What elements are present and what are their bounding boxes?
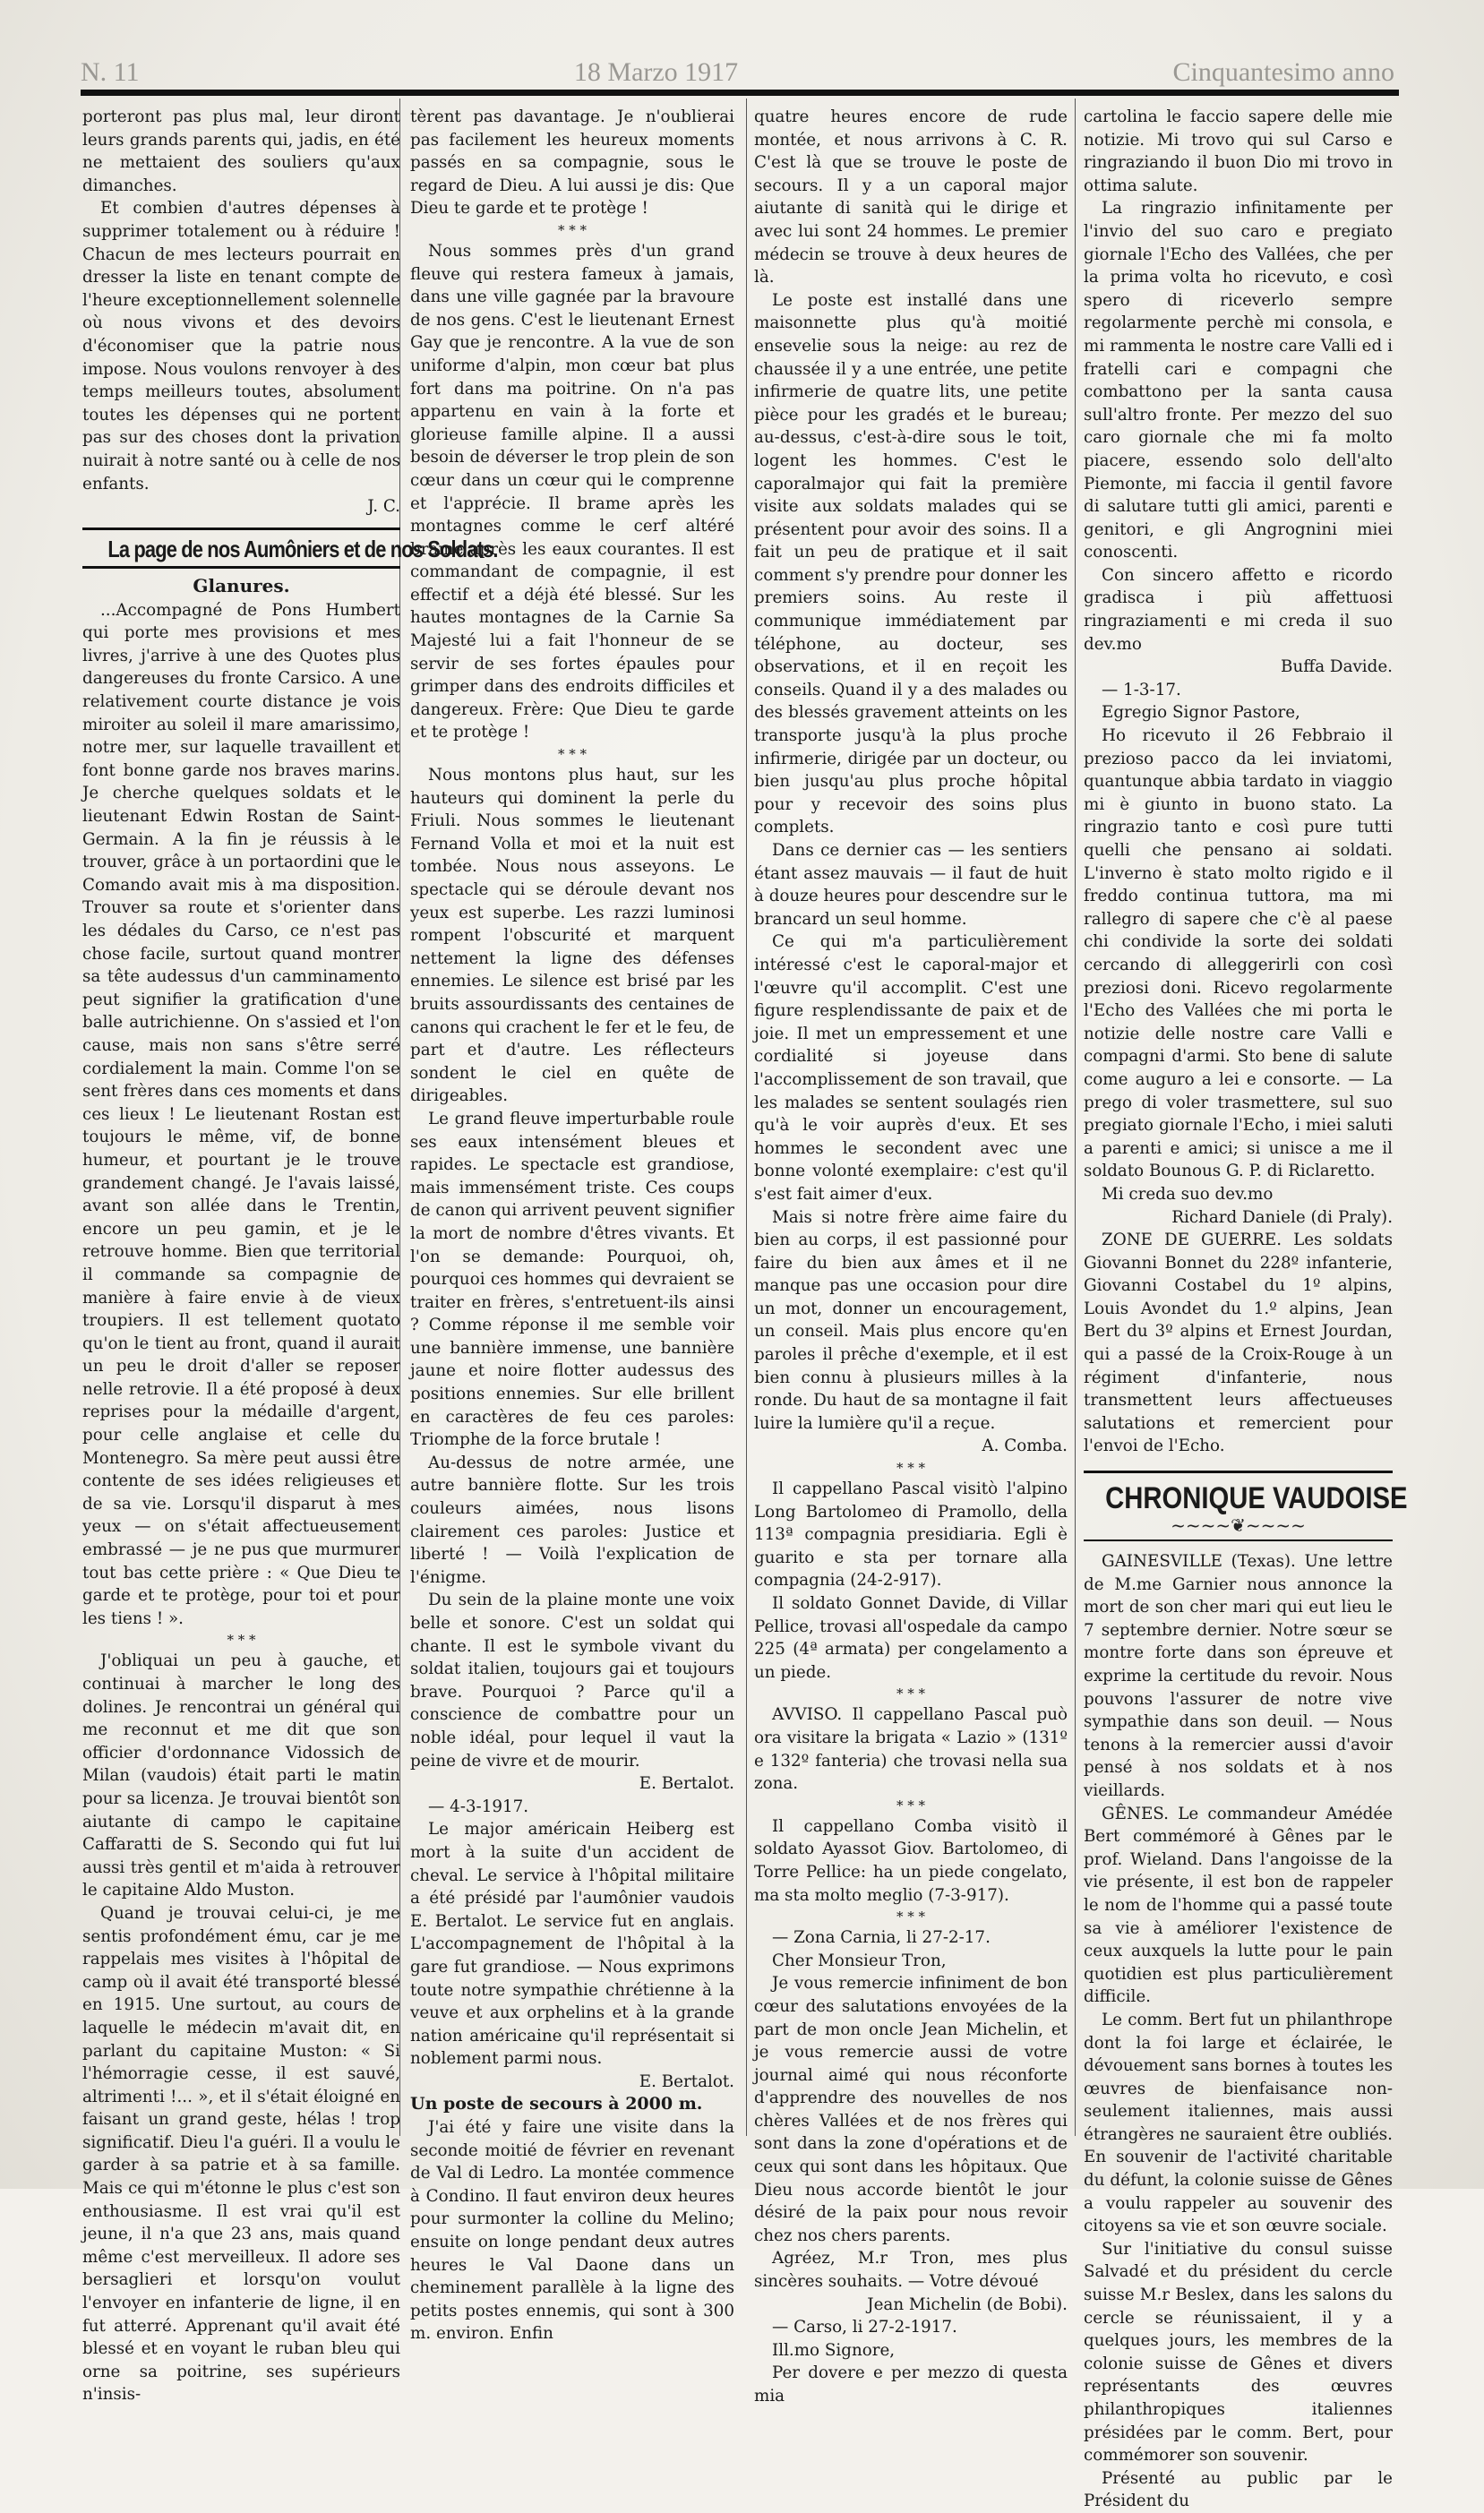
signature: Richard Daniele (di Praly). [1171, 1207, 1393, 1227]
salutation: Cher Monsieur Tron, [772, 1951, 947, 1970]
signature: Jean Michelin (de Bobi). [867, 2294, 1068, 2314]
paragraph: Il cappellano Comba visitò il soldato Ayassot Giov. Bartolomeo, di Torre Pellice: ha un piede congelato, ma sta molto meglio (7-3-917). [754, 1816, 1068, 1905]
paragraph: Nous sommes près d'un grand fleuve qui restera fameux à jamais, dans une ville gagnée par la bravoure de nos gens. C'est le lieutenant Ernest Gay que je rencontre. A la vue de son uniforme d'alpin, mon cœur bat plus fort dans ma poitrine. On n'a pas appartenu en vain à la forte et glorieuse famille alpine. Il a aussi besoin de déverser le trop plein de son cœur dans un cœur qui le comprenne et l'apprécie. Il brame après les montagnes comme le cerf altéré brame après les eaux courantes. Il est commandant de compagnie, il est effectif et a déjà été blessé. Sur les hautes montagnes de la Carnie Sa Majesté lui a fait l'honneur de se servir de ses fortes épaules pour grimper dans des endroits difficiles et dangereux. Frère: Que Dieu te garde et te protège ! [410, 241, 734, 742]
paragraph: Con sincero affetto e ricordo gradisca i più affettuosi ringraziamenti e mi creda il suo dev.mo [1084, 565, 1393, 654]
date-line: — Carso, li 27-2-1917. [772, 2318, 957, 2337]
paragraph: J'obliquai un peu à gauche, et continuai à marcher le long des dolines. Je rencontrai un général qui me reconnut et me dit que son officier d'ordonnance Vidossich de Milan (vaudois) était parti le matin pour sa licenza. Je trouvai bientôt son aiutante di campo le capitaine Caffaratti de S. Secondo qui fut lui aussi très gentil et m'aida à retrouver le capitaine Aldo Muston. [82, 1651, 400, 1900]
asterism: * * * [557, 221, 588, 238]
asterism: * * * [896, 1685, 926, 1702]
paragraph: Quand je trouvai celui-ci, je me sentis profondément ému, car je me rappelais mes visites à l'hôpital de camp où il avait été transporté blessé en 1915. Une surtout, au cours de laquelle le médecin m'avait dit, en parlant du capitaine Muston: « Si l'hémorragie cesse, il est sauvé, altrimenti !... », et il s'était éloigné en faisant un grand geste, hélas ! trop significatif. Dieu l'a guéri. Il a voulu le garder à sa patrie et à sa famille. Mais ce qui m'étonne le plus c'est son enthousiasme. Il est vrai qu'il est jeune, il n'a que 23 ans, mais quand même c'est merveilleux. Il adore ses bersaglieri et lorsqu'on voulut l'envoyer en infanterie de ligne, il en fut atterré. Apprenant qu'il avait été blessé et en voyant le ruban bleu qui orne sa poitrine, ses supérieurs n'insis- [82, 1903, 400, 2405]
section-header [1084, 1471, 1408, 1541]
signature: A. Comba. [982, 1437, 1068, 1456]
page-header [81, 52, 1394, 88]
column-3 [754, 106, 1068, 2408]
column-4 [1084, 106, 1408, 2513]
signature: E. Bertalot. [639, 2071, 734, 2091]
paragraph: Le grand fleuve imperturbable roule ses eaux intensément bleues et rapides. Le spectacle est grandiose, mais immensément triste. Ces coups de canon qui arrivent peuvent signifier la mort de nombre d'êtres vivants. Et l'on se demande: Pourquoi, oh, pourquoi ces hommes qui devraient se traiter en frères, s'entretuent-ils ainsi ? Comme réponse il me semble voir une bannière immense, une bannière jaune et noire flotter audessus des positions ennemies. Sur elle brillent en caractères de feu ces paroles: Triomphe de la force brutale ! [410, 1109, 734, 1450]
signature: Buffa Davide. [1281, 657, 1393, 677]
section-header [82, 527, 498, 569]
date-line: — 4-3-1917. [428, 1797, 529, 1816]
date-line: — Zona Carnia, li 27-2-17. [772, 1928, 991, 1948]
paragraph: Per dovere e per mezzo di questa mia [754, 2363, 1068, 2406]
paragraph: Le major américain Heiberg est mort à la suite d'un accident de cheval. Le service à l'hôpital militaire a été présidé par l'aumônier vaudois E. Bertalot. Le service fut en anglais. L'accompagnement de l'hôpital à la gare fut grandiose. — Nous exprimons toute notre sympathie chrétienne à la veuve et aux orphelins et à la grande nation américaine qu'il représentait si noblement parmi nous. [410, 1820, 734, 2069]
paragraph: Je vous remercie infiniment de bon cœur des salutations envoyées de la part de mon oncle Jean Michelin, et je vous remercie aussi de votre journal aimé qui nous réconforte d'apprendre des nouvelles de nos chères Vallées et de nos frères qui sont dans la zone d'opérations et de ceux qui sont dans les hôpitaux. Que Dieu nous accorde bientôt le jour désiré de la paix pour nous revoir chez nos chers parents. [754, 1974, 1068, 2245]
paragraph: Au-dessus de notre armée, une autre bannière flotte. Sur les trois couleurs aimées, nous lisons clairement ces paroles: Justice et liberté ! — Voilà l'explication de l'énigme. [410, 1453, 734, 1587]
asterism: * * * [896, 1908, 926, 1925]
paragraph: Sur l'initiative du consul suisse Salvadé et du président du cercle suisse M.r Beslex, dans les salons du cercle se réunissaient, il y a quelques jours, les membres de la colonie suisse de Gênes et divers représentants des œuvres philanthropiques italiennes présidées par le comm. Bert, pour commémorer son souvenir. [1084, 2239, 1393, 2466]
paragraph: ZONE DE GUERRE. Les soldats Giovanni Bonnet du 228º infanterie, Giovanni Costabel du 1º alpins, Louis Avondet du 1.º alpins, Jean Bert du 3º alpins et Ernest Jourdan, qui a passé de la Croix-Rouge à un régiment d'infanterie, nous transmettent leurs affectueuses salutations et remercient pour l'envoi de l'Echo. [1084, 1231, 1393, 1456]
paragraph: GÊNES. Le commandeur Amédée Bert commémoré à Gênes par le prof. Wieland. Dans l'angoisse de la vie présente, il est bon de rappeler le nom de l'homme qui a passé toute sa vie à améliorer l'existence de ceux auxquels la lutte pour le pain quotidien est plus particulièrement difficile. [1084, 1804, 1393, 2007]
salutation: Egregio Signor Pastore, [1102, 703, 1300, 723]
header-rule [81, 90, 1399, 96]
asterism: * * * [227, 1632, 256, 1649]
paragraph: Il soldato Gonnet Davide, di Villar Pellice, trovasi all'ospedale da campo 225 (4ª armata) per congelamento a un piede. [754, 1594, 1068, 1682]
paragraph: Et combien d'autres dépenses à supprimer totalement ou à réduire ! Chacun de mes lecteurs pourrait en dresser la liste en tenant compte de l'heure exceptionnellement solennelle où nous vivons et des devoirs d'économiser que la patrie nous impose. Nous voulons renvoyer à des temps meilleurs toutes, absolument toutes les dépenses qui ne portent pas sur des choses dont la privation nuirait à notre santé ou à celle de nos enfants. [82, 199, 400, 493]
paragraph: Ho ricevuto il 26 Febbraio il prezioso pacco da lei inviatomi, quantunque abbia tardato in viaggio mi è giunto in buono stato. La ringrazio tanto e così pure tutti quelli che pensano ai soldati. L'inverno è stato molto rigido e il freddo continua tuttora, ma mi rallegro di sapere che c'è al paese chi condivide la sorte dei soldati cercando di alleggerirli con così preziosi doni. Ricevo regolarmente l'Echo des Vallées che mi porta le notizie delle nostre care Valli e compagni d'armi. Sto bene di salute come auguro a lei e consorte. — La prego di voler trasmettere, sul suo pregiato giornale l'Echo, i miei saluti a parenti e amici; si unisce a me il soldato Bounous G. P. di Riclaretto. [1084, 726, 1393, 1181]
article-heading: Un poste de secours à 2000 m. [410, 2094, 703, 2114]
asterism: * * * [896, 1460, 926, 1477]
paragraph: cartolina le faccio sapere delle mie notizie. Mi trovo qui sul Carso e ringraziando il buon Dio mi trovo in ottima salute. [1084, 107, 1393, 195]
column-divider [746, 99, 747, 2136]
paragraph: tèrent pas davantage. Je n'oublierai pas facilement les heureux moments passés en sa compagnie, sous le regard de Dieu. A lui aussi je dis: Que Dieu te garde et te protège ! [410, 107, 734, 219]
column-divider [1075, 99, 1076, 2136]
asterism: * * * [896, 1797, 926, 1814]
paragraph: quatre heures encore de rude montée, et nous arrivons à C. R. C'est là que se trouve le poste de secours. Il y a un caporal major aiutante di sanità qui le dirige et avec lui sont 24 hommes. Le premier médecin se trouve à deux heures de là. [754, 107, 1068, 287]
paragraph: Mi creda suo dev.mo [1102, 1184, 1274, 1204]
paragraph: AVVISO. Il cappellano Pascal può ora visitare la brigata « Lazio » (131º e 132º fanteria) che trovasi nella sua zona. [754, 1705, 1068, 1794]
paragraph: J'ai été y faire une visite dans la seconde moitié de février en revenant de Val di Ledro. La montée commence à Condino. Il faut environ deux heures pour surmonter la colline du Melino; ensuite on longe pendant deux autres heures le Val Daone dans un cheminement parallèle à la ligne des petits postes ennemis, qui sont à 300 m. environ. Enfin [410, 2118, 734, 2344]
issue-date: 18 Marzo 1917 [573, 57, 739, 87]
paragraph: Il cappellano Pascal visitò l'alpino Long Bartolomeo di Pramollo, della 113ª compagnia presidiaria. Egli è guarito e sta per tornare alla compagnia (24-2-917). [754, 1479, 1068, 1591]
issue-number: N. 11 [81, 57, 140, 87]
date-line: — 1-3-17. [1102, 680, 1181, 699]
paragraph: porteront pas plus mal, leur diront leurs grands parents qui, jadis, en été ne mettaient des souliers qu'aux dimanches. [82, 107, 400, 195]
asterism: * * * [557, 746, 588, 763]
section-title: CHRONIQUE VAUDOISE [1105, 1481, 1408, 1516]
paragraph: Du sein de la plaine monte une voix belle et sonore. C'est un soldat qui chante. Il est le symbole vivant du soldat italien, toujours gai et toujours brave. Pourquoi ? Parce qu'il a conscience de combattre pour un noble idéal, pour lequel il vaut la peine de vivre et de mourir. [410, 1591, 734, 1771]
salutation: Ill.mo Signore, [772, 2340, 896, 2360]
signature: J. C. [367, 497, 400, 517]
paragraph: Nous montons plus haut, sur les hauteurs qui dominent la perle du Friuli. Nous sommes le lieutenant Fernand Volla et moi et la nuit est tombée. Nous nous asseyons. Le spectacle qui se déroule devant nos yeux est superbe. Les razzi luminosi rompent l'obscurité et marquent nettement la ligne des défenses ennemies. Le silence est brisé par les bruits assourdissants des centaines de canons qui crachent le fer et le feu, de part et d'autre. Les réflecteurs sondent le ciel en quête de dirigeables. [410, 766, 734, 1106]
column-2 [410, 106, 734, 2346]
flourish-ornament: ~~~~❦~~~~ [1171, 1514, 1306, 1537]
paragraph: GAINESVILLE (Texas). Une lettre de M.me Garnier nous annonce la mort de son cher mari qui eut lieu le 7 septembre dernier. Notre sœur se montre forte dans son épreuve et exprime la certitude du revoir. Nous pouvons l'assurer de notre vive sympathie dans son deuil. — Nous tenons à la remercier aussi d'avoir pensé à nos soldats et à nos vieillards. [1084, 1552, 1393, 1800]
paragraph: Présenté au public par le Président du [1084, 2468, 1393, 2511]
section-title: La page de nos Aumôniers et de nos Soldats. [107, 535, 498, 562]
paragraph: Le poste est installé dans une maisonnette plus qu'à moitié ensevelie sous la neige: au rez de chaussée il y a une entrée, une petite infirmerie de quatre lits, une petite pièce pour les gradés et le bureau; au-dessus, c'est-à-dire sous le toit, logent les hommes. C'est le caporalmajor qui fait la première visite aux soldats malades qui se présentent pour avoir des soins. Il a fait un peu de pratique et il sait comment s'y prendre pour donner les premiers soins. Au reste il communique immédiatement par téléphone, au docteur, ses observations, et il en reçoit les conseils. Quand il y a des malades ou des blessés gravement atteints on les transporte jusqu'à la plus proche infirmerie, dirigée par un docteur, ou bien jusqu'au plus proche hôpital pour y recevoir des soins plus complets. [754, 290, 1068, 837]
paragraph: Agréez, M.r Tron, mes plus sincères souhaits. — Votre dévoué [754, 2249, 1068, 2292]
issue-year: Cinquantesimo anno [1172, 57, 1394, 87]
paragraph: Le comm. Bert fut un philanthrope dont la foi large et éclairée, le dévouement sans bornes à toutes les œuvres de bienfaisance non-seulement italiennes, mais aussi étrangères ne sauraient être oubliés. En souvenir de l'activité charitable du défunt, la colonie suisse de Gênes a voulu rappeler au souvenir des citoyens sa vie et son œuvre sociale. [1084, 2010, 1393, 2236]
paragraph: La ringrazio infinitamente per l'invio del suo caro e pregiato giornale l'Echo des Vallées, che per la prima volta ho ricevuto, e così spero di riceverlo sempre regolarmente perchè mi consola, e mi rammenta le nostre care Valli ed i fratelli cari e compagni che combattono per la santa causa sull'altro fronte. Per mezzo del suo caro giornale che mi fa molto piacere, essendo solo dell'alto Piemonte, mi faccia il gentil favore di salutare tutti gli amici, parenti e genitori, e gli Angrognini miei conoscenti. [1084, 199, 1393, 562]
signature: E. Bertalot. [639, 1774, 734, 1794]
article-subtitle: Glanures. [193, 574, 290, 596]
paragraph: Mais si notre frère aime faire du bien au corps, il est passionné pour faire du bien aux âmes et il ne manque pas une occasion pour dire un mot, donner un encouragement, un conseil. Mais plus encore qu'en paroles il prêche d'exemple, et il est bien connu à plusieurs milles à la ronde. Du haut de sa montagne il fait luire la lumière qu'il a reçue. [754, 1207, 1068, 1433]
paragraph: Ce qui m'a particulièrement intéressé c'est le caporal-major et l'œuvre qu'il accomplit. C'est une figure resplendissante de paix et de joie. Il met un empressement et une cordialité si joyeuse dans l'accomplissement de son travail, que les malades se sentent soulagés rien qu'à le voir auprès d'eux. Et ses hommes le secondent avec une bonne volonté exemplaire: c'est qu'il s'est fait aimer d'eux. [754, 932, 1068, 1204]
paragraph: Dans ce dernier cas — les sentiers étant assez mauvais — il faut de huit à douze heures pour descendre sur le brancard un seul homme. [754, 841, 1068, 929]
paragraph: ...Accompagné de Pons Humbert qui porte mes provisions et mes livres, j'arrive à une des Quotes plus dangereuses du fronte Carsico. A une relativement courte distance je vois miroiter au soleil il mare amarissimo, notre mer, sur laquelle travaillent et font bonne garde nos braves marins. Je cherche quelques soldats et le lieutenant Edwin Rostan de Saint-Germain. A la fin je réussis à le trouver, grâce à un portaordini que le Comando avait mis à ma disposition. Trouver sa route et s'orienter dans les dédales du Carso, ce n'est pas chose facile, surtout quand montrer sa tête audessus d'un camminamento peut signifier la gratification d'une balle autrichienne. On s'assied et l'on cause, mais non sans s'être serré cordialement la main. Comme l'on se sent frères dans ces moments et dans ces lieux ! Le lieutenant Rostan est toujours le même, vif, de bonne humeur, et pourtant je le trouve grandement changé. Je l'avais laissé, avant son allée dans le Trentin, encore un peu gamin, et je le retrouve homme. Bien que territorial il commande sa compagnie de manière à faire envie à de vieux troupiers. Il est tellement quotato qu'on le tient au front, quand il aurait un peu le droit d'aller se reposer nelle retrovie. Il a été proposé à deux reprises pour la médaille d'argent, pour celle anglaise et celle du Montenegro. Sa mère peut aussi être contente de ses idées religieuses et de sa vie. Lorsqu'il disparut à mes yeux — on s'était affectueusement embrassé — je ne pus que murmurer tout bas cette prière : « Que Dieu te garde et te protège, pour toi et pour les tiens ! ». [82, 600, 400, 1628]
